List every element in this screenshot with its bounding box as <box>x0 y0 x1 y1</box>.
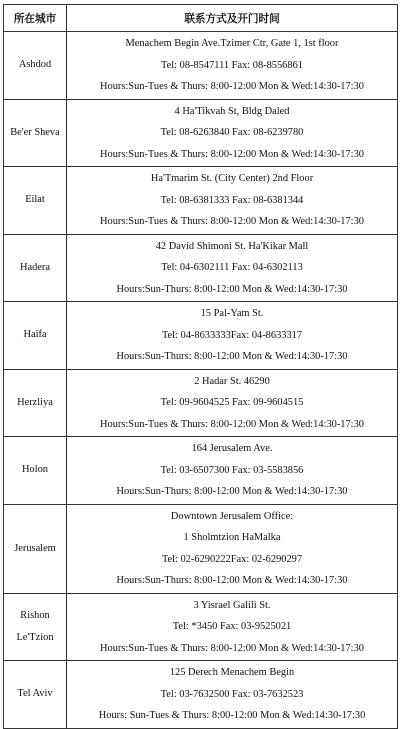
table-row <box>4 32 398 100</box>
table-row <box>4 369 398 437</box>
office-city-name: Ashdod <box>18 59 52 71</box>
table-row <box>4 99 398 167</box>
office-city-name: Be'er Sheva <box>10 126 60 138</box>
office-city-name: Hadera <box>20 261 50 273</box>
office-contact-line: Tel: 08-8547111 Fax: 08-8556861 <box>161 59 303 71</box>
office-contact-line: Tel: 09-9604525 Fax: 09-9604515 <box>160 397 304 408</box>
office-contact-line: Hours:Sun-Thurs: 8:00-12:00 Mon & Wed:14:30-17:30 <box>116 575 348 586</box>
header-city: 所在城市 <box>4 5 67 32</box>
office-contact-line: 3 Yisrael Galili St. <box>193 599 271 611</box>
office-contact-line: Hours:Sun-Tues & Thurs: 8:00-12:00 Mon & Wed:14:30-17:30 <box>100 642 364 654</box>
office-city-cell <box>4 99 67 167</box>
office-contact-line: 4 Ha'Tikvah St, Bldg Daled <box>174 105 290 117</box>
office-contact-line: Hours: Sun-Tues & Thurs: 8:00-12:00 Mon & Wed:14:30-17:30 <box>98 710 366 721</box>
office-contact-line: Hours:Sun-Tues & Thurs: 8:00-12:00 Mon & Wed:14:30-17:30 <box>100 216 364 227</box>
office-contact-line: Hours:Sun-Tues & Thurs: 8:00-12:00 Mon & Wed:14:30-17:30 <box>100 148 364 160</box>
office-city-name: Le'Tzion <box>16 631 54 643</box>
office-contact-line: 42 David Shimoni St. Ha'Kikar Mall <box>155 240 309 252</box>
table-row <box>4 437 398 505</box>
office-contact-cell <box>67 234 398 302</box>
office-contact-line: Downtown Jerusalem Office: <box>170 510 294 522</box>
office-contact-cell <box>67 661 398 729</box>
office-city-name: Rishon <box>20 609 50 621</box>
table-row <box>4 234 398 302</box>
office-city-name: Haifa <box>23 329 47 341</box>
office-contact-line: Menachem Begin Ave.Tzimer Ctr, Gate 1, 1st floor <box>125 38 339 49</box>
office-city-name: Jerusalem <box>14 542 56 554</box>
office-contact-line: Tel: 02-6290222Fax: 02-6290297 <box>161 553 303 565</box>
table-row <box>4 593 398 661</box>
office-city-name: Herzliya <box>17 396 53 408</box>
table-row <box>4 504 398 593</box>
office-city-cell <box>4 437 67 505</box>
office-contact-line: 2 Hadar St. 46290 <box>194 375 270 387</box>
office-contact-line: Tel: 08-6263840 Fax: 08-6239780 <box>160 127 304 138</box>
offices-table-wrapper <box>3 4 397 729</box>
office-city-cell <box>4 302 67 370</box>
table-header-row <box>4 5 398 32</box>
office-contact-cell <box>67 302 398 370</box>
office-contact-cell <box>67 167 398 235</box>
table-body <box>4 32 398 729</box>
office-contact-cell <box>67 593 398 661</box>
office-contact-line: Tel: 03-6507300 Fax: 03-5583856 <box>160 464 304 476</box>
office-city-name: Tel Aviv <box>17 688 53 700</box>
office-city-cell <box>4 593 67 661</box>
office-contact-line: 1 Sholmtzion HaMalka <box>183 532 281 543</box>
office-city-cell <box>4 504 67 593</box>
office-city-cell <box>4 369 67 437</box>
office-contact-cell <box>67 99 398 167</box>
office-contact-line: Hours:Sun-Thurs: 8:00-12:00 Mon & Wed:14:30-17:30 <box>116 351 348 362</box>
office-contact-line: 125 Derech Menachem Begin <box>169 667 295 678</box>
office-city-name: Holon <box>22 464 48 476</box>
office-city-cell <box>4 167 67 235</box>
office-contact-cell <box>67 369 398 437</box>
table-row <box>4 661 398 729</box>
office-city-cell <box>4 661 67 729</box>
office-city-cell <box>4 32 67 100</box>
office-contact-line: Hours:Sun-Tues & Thurs: 8:00-12:00 Mon & Wed:14:30-17:30 <box>100 418 364 430</box>
office-contact-line: Tel: 04-8633333Fax: 04-8633317 <box>161 329 303 341</box>
office-contact-line: Tel: 03-7632500 Fax: 03-7632523 <box>160 688 304 700</box>
office-city-cell <box>4 234 67 302</box>
offices-table <box>3 4 398 729</box>
office-contact-line: Tel: *3450 Fax: 03-9525021 <box>172 621 292 632</box>
office-contact-line: Tel: 04-6302111 Fax: 04-6302113 <box>161 262 303 273</box>
office-contact-line: Hours:Sun-Tues & Thurs: 8:00-12:00 Mon & Wed:14:30-17:30 <box>100 81 364 92</box>
office-contact-line: 15 Pal-Yam St. <box>200 308 264 319</box>
table-row <box>4 302 398 370</box>
office-contact-cell <box>67 437 398 505</box>
office-contact-line: Tel: 08-6381333 Fax: 08-6381344 <box>160 194 304 206</box>
office-contact-line: Hours:Sun-Thurs: 8:00-12:00 Mon & Wed:14:30-17:30 <box>116 486 348 497</box>
office-contact-line: 164 Jerusalem Ave. <box>191 443 273 454</box>
office-contact-cell <box>67 32 398 100</box>
header-contact: 联系方式及开门时间 <box>67 5 398 32</box>
office-contact-line: Ha'Tmarim St. (City Center) 2nd Floor <box>150 173 314 184</box>
office-contact-cell <box>67 504 398 593</box>
office-contact-line: Hours:Sun-Thurs: 8:00-12:00 Mon & Wed:14:30-17:30 <box>116 283 348 295</box>
office-city-name: Eilat <box>25 194 45 206</box>
table-row <box>4 167 398 235</box>
